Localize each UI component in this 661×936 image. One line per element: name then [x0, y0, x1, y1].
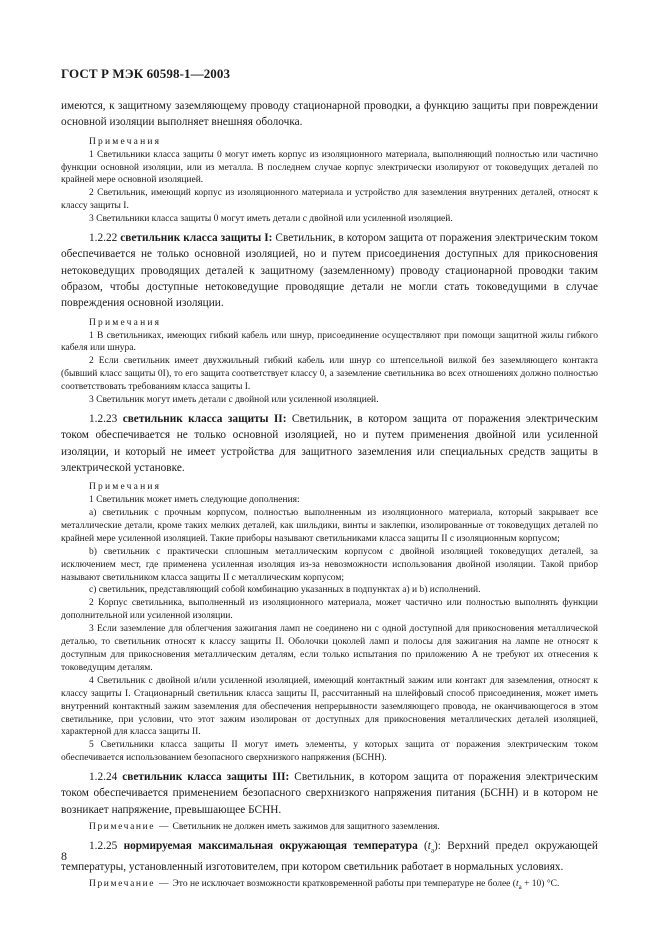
note-item: 1 Светильники класса защиты 0 могут иметь корпус из изоляционного материала, выполняющий полностью или частично функции основной изоляции, или из металла. В последнем случае корпус электрически изолируют от токоведущих деталей по крайней мере основной изоляцией.	[61, 149, 598, 186]
note-item: 2 Если светильник имеет двухжильный гибкий кабель или шнур со штепсельной вилкой без заземляющего контакта (бывший класс защиты 0I), то его защита соответствует классу 0, а заземление светильника во всех отношениях должно полностью соответствовать требованиям класса защиты I.	[61, 356, 598, 393]
clause-number: 1.2.22	[89, 232, 118, 245]
note-item: с) светильник, представляющий собой комбинацию указанных в подпунктах а) и b) исполнений.	[89, 585, 481, 596]
single-note	[61, 821, 598, 834]
note-item: 3 Если заземление для облегчения зажигания ламп не соединено ни с одной доступной для прикосновения металлической деталью, то светильник относят к классу защиты II. Оболочки цоколей ламп и полосы для зажигания на лампе не относят к доступным для прикосновения металлическим деталям, если только испытания по приложению А не требуют их отнесения к токоведущим деталям.	[61, 624, 598, 673]
clause-text: Светильник, в котором защита от поражения электрическим током обеспечивается не только основной изоляцией, но и путем присоединения доступных для прикосновения нетоковедущих проводящих деталей к защитному (заземленному) проводу стационарной проводки таким образом, чтобы доступные нетоковедущие проводящие детали не могли стать токоведущими в случае повреждения основной изоляции.	[61, 232, 598, 310]
note-item: 2 Корпус светильника, выполненный из изоляционного материала, может частично или полностью выполнять функции дополнительной или усиленной изоляции.	[61, 598, 598, 622]
clause-term: светильник класса защиты I:	[120, 232, 273, 245]
note-item: 1 Светильник может иметь следующие дополнения:	[89, 495, 300, 506]
note-text-end: + 10) °C.	[524, 878, 560, 889]
temperature-symbol: t	[515, 878, 519, 889]
clause-text: Светильник, в котором защита от поражения электрическим током обеспечивается применением безопасного сверхнизкого напряжения питания (БСНН) и в котором не возникает напряжение, превышающее БСНН.	[61, 771, 598, 816]
note-item: 3 Светильники класса защиты 0 могут иметь детали с двойной или усиленной изоляцией.	[89, 214, 453, 225]
clause-1-2-24	[61, 769, 598, 818]
note-item: 4 Светильник с двойной и/или усиленной изоляцией, имеющий контактный зажим или контакт для заземления, относят к классу защиты I. Стационарный светильник класса защиты II, рассчитанный на шлейфовый способ присоединения, может иметь внутренний контактный зажим заземления для обеспечения непрерывности заземляющего провода, не оканчивающегося в этом светильнике, при условии, что этот зажим изолирован от доступных для прикосновения металлических деталей изоляцией, характерной для класса защиты II.	[61, 675, 598, 738]
note-label: Примечание —	[89, 878, 171, 889]
clause-term: нормируемая максимальная окружающая температура	[123, 839, 418, 852]
document-body	[61, 98, 598, 894]
notes-heading: Примечания	[89, 317, 162, 328]
note-item: 2 Светильник, имеющий корпус из изоляционного материала и устройство для заземления внутренних деталей, относят к классу защиты I.	[61, 188, 598, 212]
clause-text: Светильник, в котором защита от поражения электрическим током обеспечивается не только основной изоляцией, но и путем применения двойной или усиленной изоляции, и который не имеет устройства для защитного заземления или специальных средств защиты в электрической установке.	[61, 412, 599, 474]
notes-heading: Примечания	[89, 482, 162, 493]
notes-heading: Примечания	[89, 136, 162, 147]
note-text: Это не исключает возможности кратковременной работы при температуре не более	[172, 878, 511, 889]
clause-1-2-23	[61, 411, 598, 476]
note-item: 1 В светильниках, имеющих гибкий кабель или шнур, присоединение осуществляют при помощи защитной жилы гибкого кабеля или шнура.	[61, 330, 598, 354]
clause-term: светильник класса защиты II:	[122, 412, 287, 425]
clause-text: Верхний предел окружающей температуры, установленный изготовителем, при котором светильник работает в нормальных условиях.	[61, 839, 598, 873]
temperature-symbol-sub: a	[430, 846, 435, 855]
temperature-symbol: t	[427, 839, 431, 852]
clause-1-2-25: 1.2.25 нормируемая максимальная окружающая температура $(t_a)$: Верхний предел окружающей температуры, установленный изготовителем, при котором светильник работает в нормальных условиях.	[61, 839, 598, 873]
clause-number: 1.2.24	[89, 771, 118, 784]
note-item: b) светильник с практически сплошным металлическим корпусом с двойной изоляцией токоведущих деталей, за исключением мест, где применена усиленная изоляция из-за невозможности использования двойной изоляции. Такой прибор называют светильником класса защиты II с металлическим корпусом;	[61, 546, 598, 583]
note-text: Светильник не должен иметь зажимов для защитного заземления.	[172, 822, 440, 833]
page-number: 8	[61, 849, 67, 863]
document-header: ГОСТ Р МЭК 60598-1—2003	[61, 66, 231, 81]
clause-number: 1.2.25	[89, 839, 118, 852]
note-item: 5 Светильники класса защиты II могут иметь элементы, у которых защита от поражения электрическим током обеспечивается использованием безопасного сверхнизкого напряжения (БСНН).	[61, 740, 598, 764]
clause-number: 1.2.23	[89, 412, 118, 425]
note-item: а) светильник с прочным корпусом, полностью выполненным из изоляционного материала, который закрывает все металлические детали, кроме таких мелких деталей, как шильдики, винты и заклепки, изолированные от токоведущих деталей по крайней мере усиленной изоляцией. Такие приборы называют светильниками класса защиты II с изоляционным корпусом;	[61, 508, 598, 544]
intro-paragraph: имеются, к защитному заземляющему проводу стационарной проводки, а функцию защиты при повреждении основной изоляции выполняет внешняя оболочка.	[61, 100, 598, 129]
temperature-symbol-sub: a	[518, 882, 522, 891]
single-note: Примечание — Это не исключает возможности кратковременной работы при температуре не более $(t_a + 10)$ °C.	[89, 878, 560, 891]
note-item: 3 Светильник могут иметь детали с двойной или усиленной изоляцией.	[89, 395, 379, 406]
clause-term: светильник класса защиты III:	[122, 771, 290, 784]
note-label: Примечание —	[89, 822, 171, 833]
clause-1-2-22	[61, 230, 598, 311]
